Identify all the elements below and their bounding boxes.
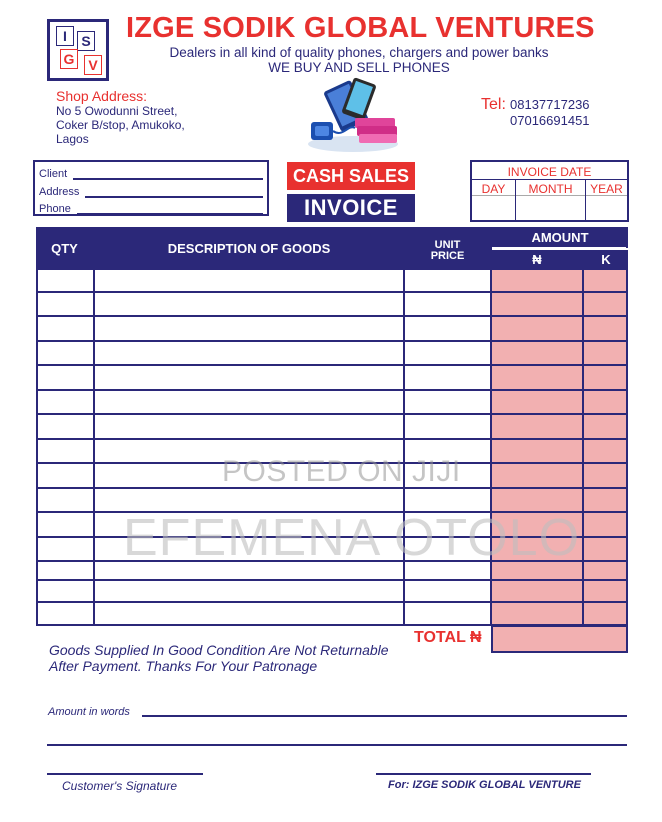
tagline: Dealers in all kind of quality phones, chargers and power banks xyxy=(169,45,549,60)
address-field-line[interactable] xyxy=(85,196,263,198)
table-border xyxy=(36,227,38,626)
table-border xyxy=(626,227,628,626)
row-line xyxy=(36,364,628,366)
company-name: IZGE SODIK GLOBAL VENTURES xyxy=(126,12,595,44)
subtagline: WE BUY AND SELL PHONES xyxy=(268,60,450,75)
logo-letter: I xyxy=(56,26,74,46)
shop-address-line: Coker B/stop, Amukoko, xyxy=(56,118,185,132)
description-header: DESCRIPTION OF GOODS xyxy=(95,227,403,270)
client-field-line[interactable] xyxy=(73,178,263,180)
row-line xyxy=(36,438,628,440)
logo-letter: S xyxy=(77,31,95,51)
day-field[interactable] xyxy=(473,197,514,218)
client-details-box xyxy=(33,160,269,216)
watermark-name: EFEMENA OTOLO xyxy=(123,509,581,567)
address-label: Address xyxy=(39,186,80,198)
invoice-title: INVOICE xyxy=(287,194,415,222)
year-column-label: YEAR xyxy=(590,182,623,196)
notice-line: After Payment. Thanks For Your Patronage xyxy=(49,658,318,674)
row-line xyxy=(36,579,628,581)
invoice-date-box xyxy=(470,160,629,222)
company-logo xyxy=(47,19,109,81)
qty-header: QTY xyxy=(36,227,93,270)
notice-line: Goods Supplied In Good Condition Are Not Returnable xyxy=(49,642,389,658)
row-line xyxy=(36,340,628,342)
invoice-date-title: INVOICE DATE xyxy=(507,165,592,179)
amount-in-words-label: Amount in words xyxy=(48,706,130,718)
total-amount-field[interactable] xyxy=(491,625,628,653)
total-label: TOTAL ₦ xyxy=(414,629,482,646)
customer-signature-label: Customer's Signature xyxy=(62,779,178,793)
row-line xyxy=(36,601,628,603)
shop-address-line: No 5 Owodunni Street, xyxy=(56,104,178,118)
telephone-label: Tel: xyxy=(481,96,506,113)
logo-letter: V xyxy=(84,55,102,75)
shop-address-label: Shop Address: xyxy=(56,88,148,104)
unit-price-header: UNIT PRICE xyxy=(405,227,490,270)
naira-header: ₦ xyxy=(492,250,582,270)
phone-number: 08137717236 xyxy=(510,97,590,112)
amount-column-fill xyxy=(491,270,628,626)
amount-header: AMOUNT xyxy=(492,227,628,247)
kobo-header: K xyxy=(584,250,628,270)
phone-field-line[interactable] xyxy=(77,213,263,215)
amount-in-words-line[interactable] xyxy=(47,744,627,746)
row-line xyxy=(36,413,628,415)
cash-sales-badge: CASH SALES xyxy=(287,162,415,190)
phones-chargers-graphic xyxy=(303,76,403,156)
logo-letter: G xyxy=(60,49,78,69)
shop-address-line: Lagos xyxy=(56,132,89,146)
phone-label: Phone xyxy=(39,203,71,215)
phone-number: 07016691451 xyxy=(510,113,590,128)
month-field[interactable] xyxy=(517,197,584,218)
customer-signature-line[interactable] xyxy=(47,773,203,775)
row-line xyxy=(36,389,628,391)
month-column-label: MONTH xyxy=(528,182,573,196)
watermark-posted: POSTED ON JIJI xyxy=(222,455,461,488)
row-line xyxy=(36,315,628,317)
company-signature-label: For: IZGE SODIK GLOBAL VENTURE xyxy=(388,779,581,791)
divider xyxy=(472,179,627,180)
row-line xyxy=(36,291,628,293)
company-signature-line[interactable] xyxy=(376,773,591,775)
amount-in-words-line[interactable] xyxy=(142,715,627,717)
year-field[interactable] xyxy=(587,197,626,218)
header-divider xyxy=(492,248,628,250)
client-label: Client xyxy=(39,168,68,180)
day-column-label: DAY xyxy=(481,182,506,196)
column-divider xyxy=(93,227,95,626)
